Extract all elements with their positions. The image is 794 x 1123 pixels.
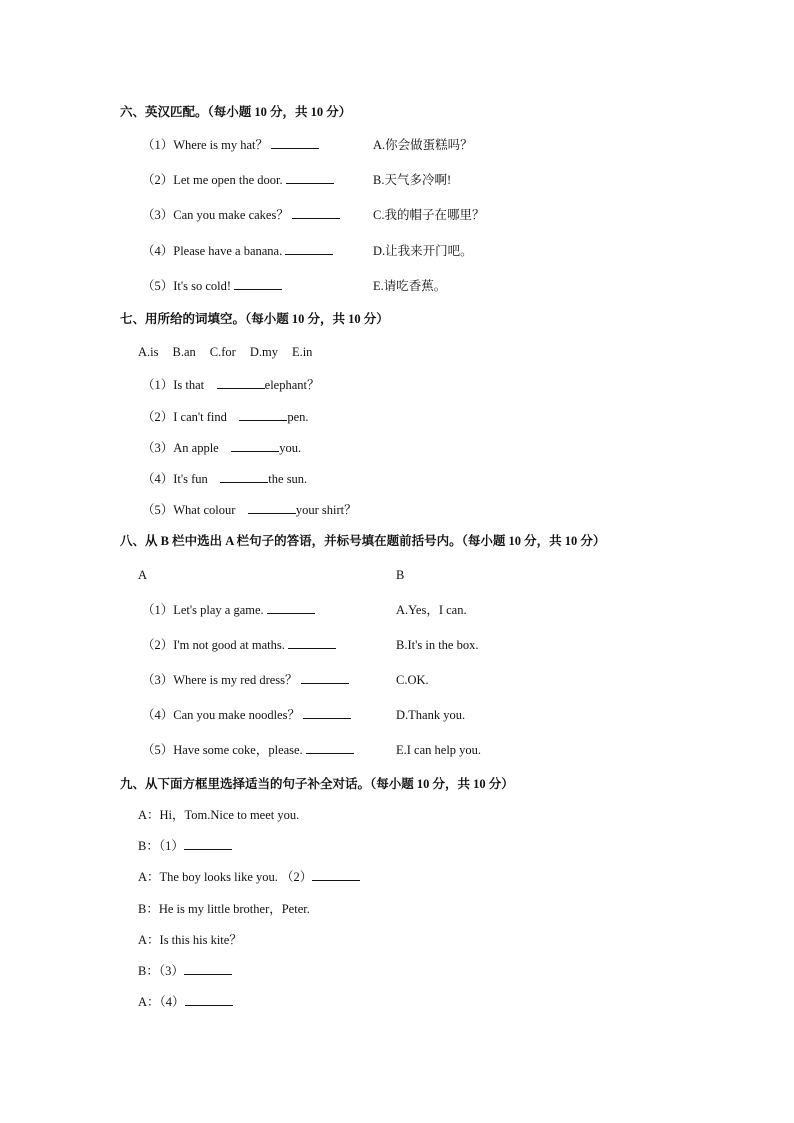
fill-blank[interactable] [248,503,296,514]
answer-blank[interactable] [306,743,354,754]
section-6-title: 六、英汉匹配。（每小题 10 分，共 10 分） [120,105,352,119]
dialogue-line-4-text: B：He is my little brother，Peter. [138,902,310,916]
fill-blank[interactable] [217,378,265,389]
dialogue-blank[interactable] [184,839,232,850]
section-9-title: 九、从下面方框里选择适当的句子补全对话。（每小题 10 分，共 10 分） [120,777,514,791]
sec8-right-5: E.I can help you. [396,743,482,757]
sec6-left-1-text: （1）Where is my hat？ [142,138,269,152]
column-a-label: A [138,568,148,582]
sec6-left-3 [142,207,340,223]
answer-blank[interactable] [234,279,282,290]
sec8-right-4: D.Thank you. [396,708,466,722]
sec6-left-4-text: （4）Please have a banana. [142,244,283,258]
sec8-left-4 [142,707,351,723]
sec7-item-2-pre: （2）I can't find [142,410,227,424]
sec7-item-4 [142,471,307,487]
sec7-item-5-post: your shirt？ [295,503,357,517]
option-c: C.for [209,345,236,359]
sec6-left-5-text: （5）It's so cold! [142,279,232,293]
sec8-left-3-text: （3）Where is my red dress？ [142,673,298,687]
section-7-title: 七、用所给的词填空。（每小题 10 分，共 10 分） [120,312,389,326]
fill-blank[interactable] [231,441,279,452]
dialogue-line-1-text: A：Hi，Tom.Nice to meet you. [138,808,300,822]
sec6-left-1 [142,137,319,153]
sec6-right-3: C.我的帽子在哪里？ [373,208,485,222]
answer-blank[interactable] [285,244,333,255]
option-a: A.is [138,345,159,359]
sec8-left-2 [142,637,336,653]
option-e: E.in [291,345,313,359]
sec6-left-2 [142,172,334,188]
sec8-right-3: C.OK. [396,673,429,687]
sec7-item-5-pre: （5）What colour [142,503,236,517]
sec8-left-5 [142,742,354,758]
sec6-left-5 [142,278,282,294]
answer-blank[interactable] [271,138,319,149]
sec6-left-2-text: （2）Let me open the door. [142,173,283,187]
dialogue-line-7-text: A：（4） [138,995,185,1009]
sec8-left-4-text: （4）Can you make noodles？ [142,708,300,722]
dialogue-line-3-text: A：The boy looks like you. （2） [138,870,313,884]
dialogue-blank[interactable] [185,995,233,1006]
dialogue-line-2-text: B：（1） [138,839,184,853]
dialogue-line-6-text: B：（3） [138,964,184,978]
sec7-item-2 [142,409,309,425]
sec8-left-1 [142,602,315,618]
sec6-right-4: D.让我来开门吧。 [373,244,473,258]
sec8-left-2-text: （2）I'm not good at maths. [142,638,285,652]
answer-blank[interactable] [288,638,336,649]
sec7-item-1-pre: （1）Is that [142,378,205,392]
answer-blank[interactable] [303,708,351,719]
option-d: D.my [249,345,278,359]
dialogue-line-1 [138,807,299,823]
answer-blank[interactable] [301,673,349,684]
section-8-title: 八、从 B 栏中选出 A 栏句子的答语，并标号填在题前括号内。（每小题 10 分，共 10 分） [120,534,606,548]
sec7-item-1-post: elephant？ [264,378,320,392]
dialogue-line-4 [138,901,310,917]
dialogue-line-3 [138,869,360,885]
dialogue-line-6 [138,963,232,979]
sec7-item-3 [142,440,301,456]
sec6-right-1: A.你会做蛋糕吗？ [373,138,473,152]
sec7-item-1 [142,377,320,393]
fill-blank[interactable] [239,410,287,421]
sec6-left-3-text: （3）Can you make cakes？ [142,208,289,222]
sec7-item-3-post: you. [279,441,302,455]
answer-blank[interactable] [267,603,315,614]
sec6-left-4 [142,243,333,259]
sec8-right-2: B.It's in the box. [396,638,479,652]
sec7-item-3-pre: （3）An apple [142,441,219,455]
sec7-item-4-pre: （4）It's fun [142,472,208,486]
sec8-right-1: A.Yes，I can. [396,603,467,617]
column-b-label: B [396,568,405,582]
sec7-item-4-post: the sun. [268,472,308,486]
sec7-item-5 [142,502,357,518]
sec7-options [138,344,326,360]
sec7-item-2-post: pen. [287,410,309,424]
dialogue-line-5-text: A：Is this his kite？ [138,933,242,947]
sec8-left-5-text: （5）Have some coke，please. [142,743,303,757]
dialogue-line-7 [138,994,233,1010]
dialogue-blank[interactable] [312,870,360,881]
answer-blank[interactable] [286,173,334,184]
sec6-right-2: B.天气多冷啊! [373,173,452,187]
sec6-right-5: E.请吃香蕉。 [373,279,447,293]
dialogue-line-2 [138,838,232,854]
sec8-left-3 [142,672,349,688]
sec8-left-1-text: （1）Let's play a game. [142,603,264,617]
dialogue-blank[interactable] [184,964,232,975]
fill-blank[interactable] [220,472,268,483]
answer-blank[interactable] [292,208,340,219]
option-b: B.an [172,345,196,359]
dialogue-line-5 [138,932,242,948]
